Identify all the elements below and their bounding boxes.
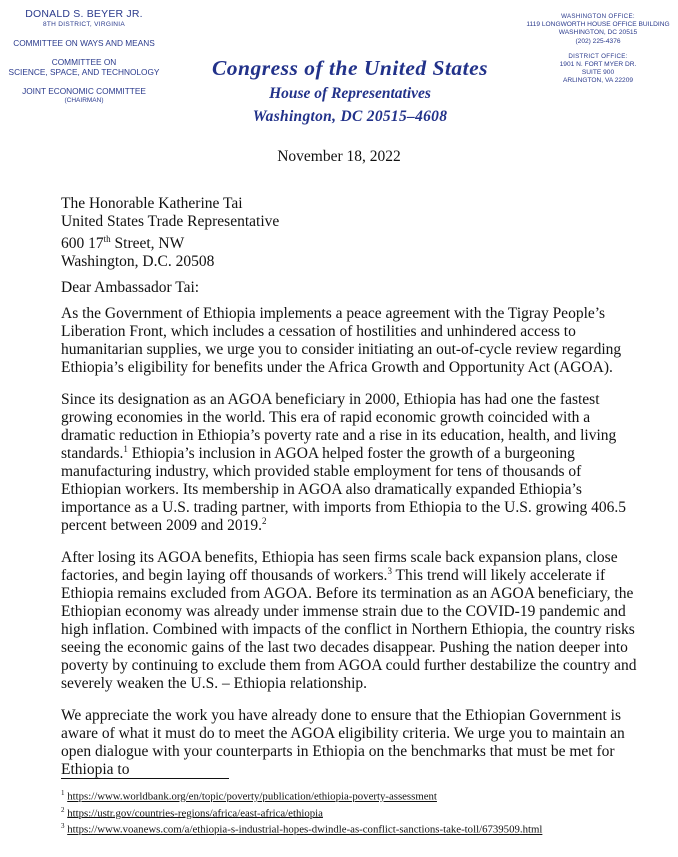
- recipient-title: United States Trade Representative: [61, 212, 280, 230]
- footnote-ref: 2: [262, 515, 267, 526]
- street-name: Street, NW: [110, 234, 185, 252]
- paragraph-2-text: Since its designation as an AGOA beneficiary in 2000, Ethiopia has had one the fastest growing economies in the world. This era of rapid economic growth coincided with a dramatic reduction in Ethiopia’s poverty rate and a rise in its education, health, and living standards.: [61, 391, 617, 462]
- letterhead-member-block: [0, 8, 168, 104]
- washington-office-line: WASHINGTON, DC 20515: [558, 29, 638, 37]
- recipient-street: [61, 231, 279, 253]
- footnote-link[interactable]: https://www.worldbank.org/en/topic/poverty/publication/ethiopia-poverty-assessment: [67, 790, 437, 803]
- washington-office-line: 1119 LONGWORTH HOUSE OFFICE BUILDING: [526, 21, 670, 29]
- chairman-note: (CHAIRMAN): [64, 97, 104, 104]
- footnote-item: [61, 787, 542, 804]
- district-office-line: SUITE 900: [581, 69, 615, 77]
- footnote-item: [61, 804, 542, 821]
- footnote-number: 1: [61, 789, 65, 797]
- street-ordinal: th: [103, 233, 111, 244]
- recipient-address: [61, 195, 279, 270]
- paragraph-2: [61, 391, 643, 535]
- letter-body: [61, 305, 643, 793]
- footnote-link[interactable]: https://www.voanews.com/a/ethiopia-s-industrial-hopes-dwindle-as-conflict-sanctions-take-toll/6739509.html: [67, 823, 543, 836]
- congress-title: Congress of the United States: [211, 56, 489, 80]
- member-district: 8TH DISTRICT, VIRGINIA: [42, 21, 126, 28]
- letterhead-offices-block: [524, 13, 672, 86]
- paragraph-4: We appreciate the work you have already done to ensure that the Ethiopian Government is aware of what it must do to meet the AGOA eligibility criteria. We urge you to maintain an open dialogue with your counterparts in Ethiopia on the benchmarks that must be met for Ethiopia to: [61, 707, 625, 778]
- recipient-city: Washington, D.C. 20508: [61, 252, 215, 270]
- footnote-ref: 3: [387, 565, 392, 576]
- house-title: House of Representatives: [269, 85, 431, 102]
- paragraph-3-text: After losing its AGOA benefits, Ethiopia has seen firms scale back expansion plans, close factories, and begin laying off thousands of workers.: [61, 549, 618, 584]
- footnote-link[interactable]: https://ustr.gov/countries-regions/africa/east-africa/ethiopia: [67, 807, 323, 820]
- letter-date: November 18, 2022: [277, 148, 401, 165]
- footnotes: [61, 787, 542, 837]
- footnote-divider: [61, 778, 229, 779]
- salutation: Dear Ambassador Tai:: [61, 279, 200, 296]
- member-name: DONALD S. BEYER JR.: [25, 8, 143, 20]
- city-line: Washington, DC 20515–4608: [252, 108, 448, 125]
- committee-ways-and-means: COMMITTEE ON WAYS AND MEANS: [13, 38, 155, 48]
- committee-science: COMMITTEE ON SCIENCE, SPACE, AND TECHNOLOGY: [8, 57, 160, 77]
- washington-office-line: (202) 225-4376: [575, 37, 621, 45]
- footnote-ref: 1: [123, 443, 128, 454]
- footnote-number: 3: [61, 822, 65, 831]
- letterhead-title-block: [175, 56, 525, 126]
- recipient-name: The Honorable Katherine Tai: [61, 195, 243, 212]
- district-office-heading: DISTRICT OFFICE:: [568, 52, 628, 60]
- paragraph-3-text: This trend will likely accelerate if Ethiopia remains excluded from AGOA. Before its termination as an AGOA beneficiary, the Ethiopian economy was already under immense strain due to the COVID-19 pandemic and high inflation. Combined with impacts of the conflict in Northern Ethiopia, the country risks seeing the economic gains of the last two decades disappear. Pushing the nation deeper into poverty by continuing to exclude them from AGOA could further destabilize the country and severely weaken the U.S. – Ethiopia relationship.: [61, 567, 637, 692]
- street-number: 600 17: [61, 234, 104, 252]
- district-office-line: ARLINGTON, VA 22209: [562, 77, 634, 85]
- district-office-line: 1901 N. FORT MYER DR.: [559, 61, 637, 69]
- committee-joint-economic: JOINT ECONOMIC COMMITTEE: [22, 86, 146, 96]
- paragraph-1: As the Government of Ethiopia implements a peace agreement with the Tigray People’s Liberation Front, which includes a cessation of hostilities and unhindered access to humanitarian supplies, we urge you to consider initiating an out-of-cycle review regarding Ethiopia’s eligibility for benefits under the Africa Growth and Opportunity Act (AGOA).: [61, 305, 622, 376]
- footnote-item: [61, 820, 542, 837]
- paragraph-3: [61, 549, 643, 693]
- washington-office-heading: WASHINGTON OFFICE:: [561, 13, 635, 20]
- footnote-number: 2: [61, 805, 65, 814]
- paragraph-2-text: Ethiopia’s inclusion in AGOA helped foster the growth of a burgeoning manufacturing industry, which provided stable employment for tens of thousands of Ethiopian workers. Its membership in AGOA also dramatically expanded Ethiopia’s importance as a U.S. trading partner, with imports from Ethiopia to the U.S. growing 406.5 percent between 2009 and 2019.: [61, 445, 627, 534]
